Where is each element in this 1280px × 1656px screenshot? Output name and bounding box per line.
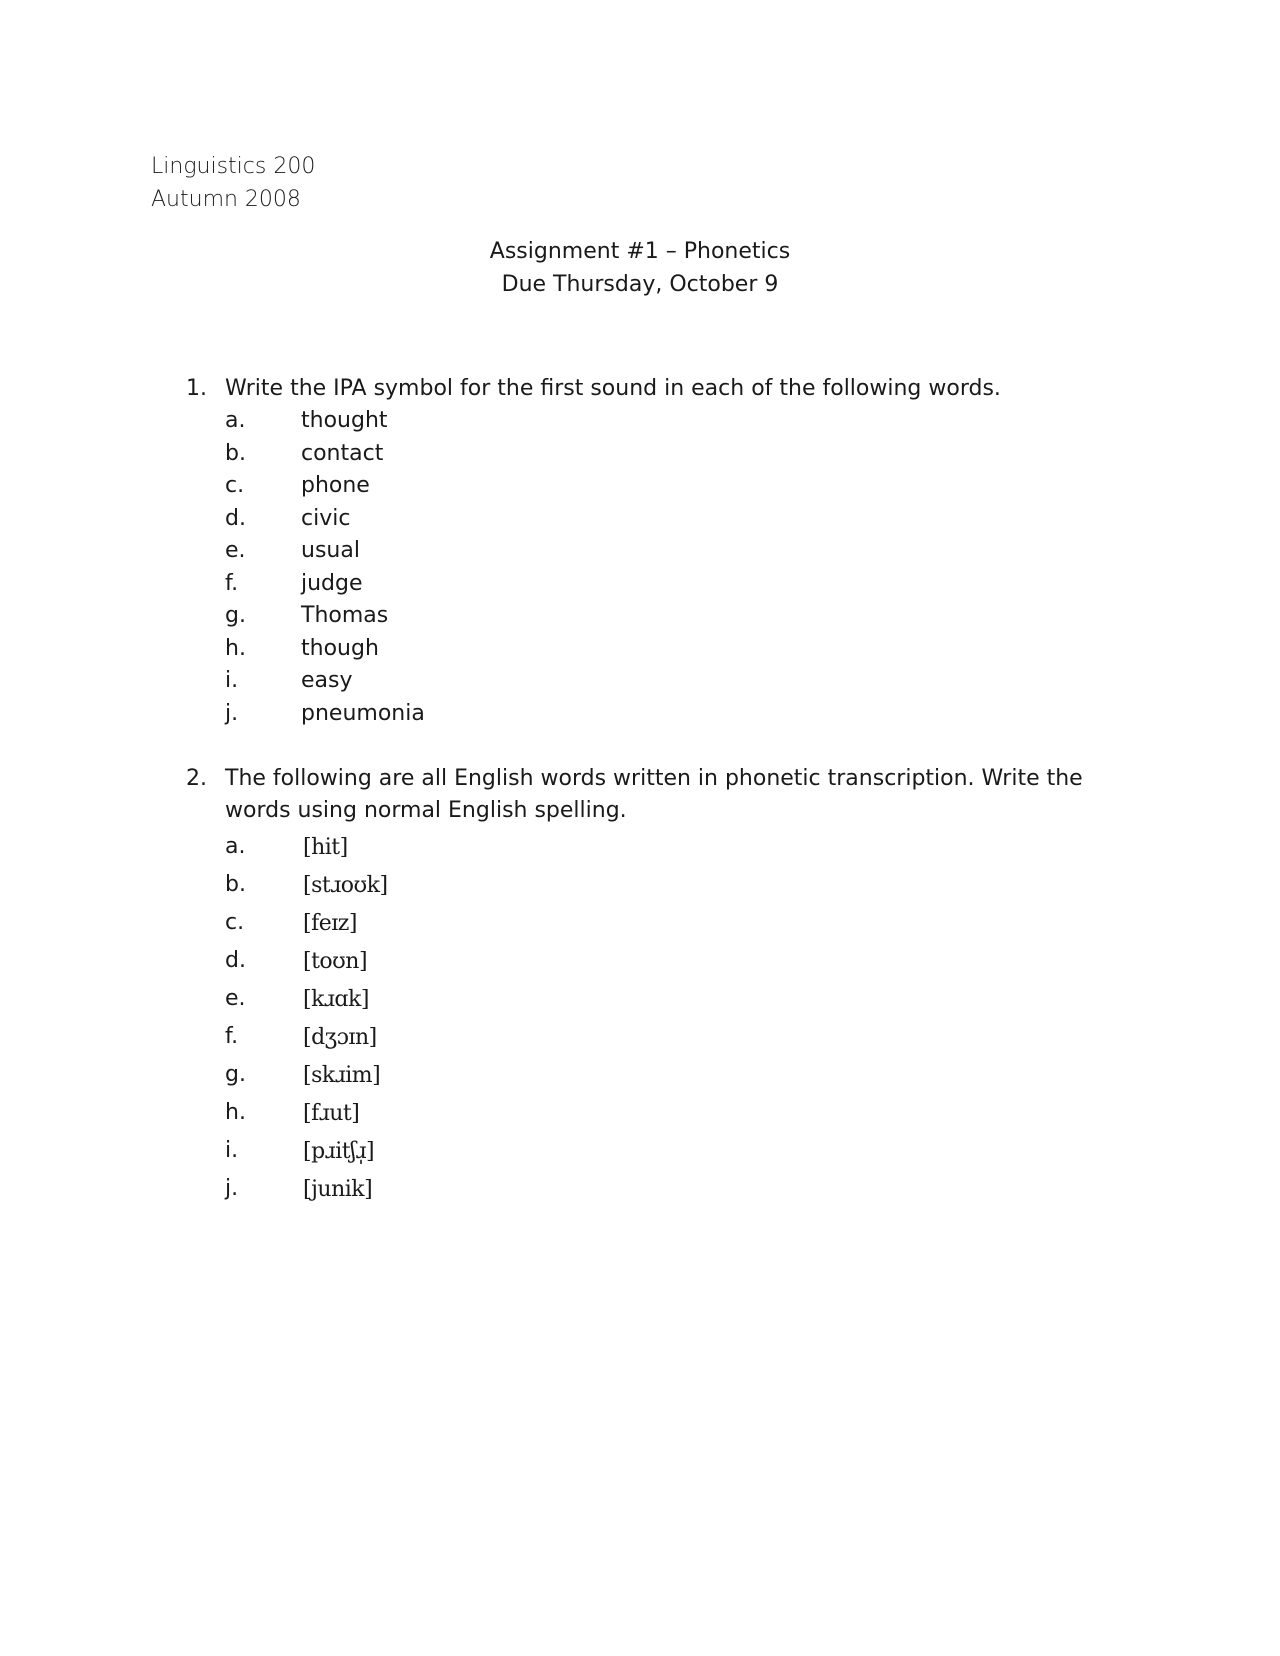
question-number: 2.	[186, 766, 207, 791]
item-word: easy	[301, 668, 353, 693]
item-letter: b.	[225, 872, 246, 897]
due-date: Due Thursday, October 9	[501, 272, 779, 297]
item-word: civic	[301, 505, 351, 531]
course-term: Autumn 2008	[151, 187, 301, 212]
item-word: Thomas	[301, 603, 389, 628]
item-word: judge	[301, 570, 363, 596]
item-letter: j.	[225, 1176, 239, 1201]
list-item	[186, 438, 1086, 471]
item-transcription: [fɹut]	[303, 1101, 360, 1126]
course-name: Linguistics 200	[151, 154, 316, 179]
item-letter: c.	[225, 910, 245, 935]
item-letter: i.	[225, 668, 239, 693]
question-prompt: The following are all English words written in phonetic transcription. Write the words using normal English spelling.	[225, 766, 1083, 823]
list-item	[186, 1135, 1086, 1173]
question-1-items	[186, 405, 1086, 730]
question-2-header	[186, 763, 1086, 827]
item-letter: a.	[225, 834, 246, 859]
assignment-title: Assignment #1 – Phonetics	[489, 239, 791, 264]
item-letter: i.	[225, 1138, 239, 1163]
course-info	[151, 150, 315, 216]
list-item	[186, 470, 1086, 503]
question-1-header	[186, 373, 1086, 405]
item-transcription: [kɹɑk]	[303, 987, 369, 1012]
item-word: though	[301, 635, 379, 661]
item-transcription: [hit]	[303, 835, 348, 860]
item-transcription: [feɪz]	[303, 911, 357, 936]
item-transcription: [toʊn]	[303, 949, 368, 974]
list-item	[186, 600, 1086, 633]
item-letter: e.	[225, 538, 246, 563]
item-letter: d.	[225, 505, 246, 531]
assignment-header	[0, 235, 1280, 301]
item-letter: e.	[225, 986, 246, 1011]
question-2	[186, 763, 1086, 1211]
item-letter: j.	[225, 700, 239, 726]
question-prompt: Write the IPA symbol for the first sound in each of the following words.	[225, 376, 1001, 401]
question-2-items	[186, 831, 1086, 1211]
question-1	[186, 373, 1086, 730]
item-transcription: [junik]	[303, 1177, 373, 1202]
item-letter: a.	[225, 408, 246, 433]
item-word: usual	[301, 538, 360, 563]
list-item	[186, 535, 1086, 568]
item-letter: h.	[225, 1100, 246, 1125]
question-number: 1.	[186, 376, 207, 401]
item-transcription: [pɹitʃɹ̩]	[303, 1139, 375, 1164]
item-letter: b.	[225, 440, 246, 466]
list-item	[186, 568, 1086, 601]
item-word: phone	[301, 473, 370, 498]
item-transcription: [stɹoʊk]	[303, 873, 388, 898]
item-letter: d.	[225, 948, 246, 973]
item-transcription: [skɹim]	[303, 1063, 381, 1088]
list-item	[186, 907, 1086, 945]
list-item	[186, 1173, 1086, 1211]
item-letter: f.	[225, 1024, 239, 1049]
item-word: pneumonia	[301, 700, 425, 726]
list-item	[186, 1097, 1086, 1135]
item-letter: h.	[225, 635, 246, 661]
list-item	[186, 633, 1086, 666]
item-letter: g.	[225, 1062, 246, 1087]
item-letter: g.	[225, 603, 246, 628]
list-item	[186, 945, 1086, 983]
item-transcription: [dʒɔɪn]	[303, 1025, 377, 1050]
list-item	[186, 1059, 1086, 1097]
list-item	[186, 1021, 1086, 1059]
item-letter: f.	[225, 570, 239, 596]
list-item	[186, 831, 1086, 869]
list-item	[186, 869, 1086, 907]
list-item	[186, 405, 1086, 438]
item-word: thought	[301, 408, 388, 433]
item-letter: c.	[225, 473, 245, 498]
list-item	[186, 503, 1086, 536]
list-item	[186, 665, 1086, 698]
list-item	[186, 698, 1086, 731]
item-word: contact	[301, 440, 384, 466]
list-item	[186, 983, 1086, 1021]
